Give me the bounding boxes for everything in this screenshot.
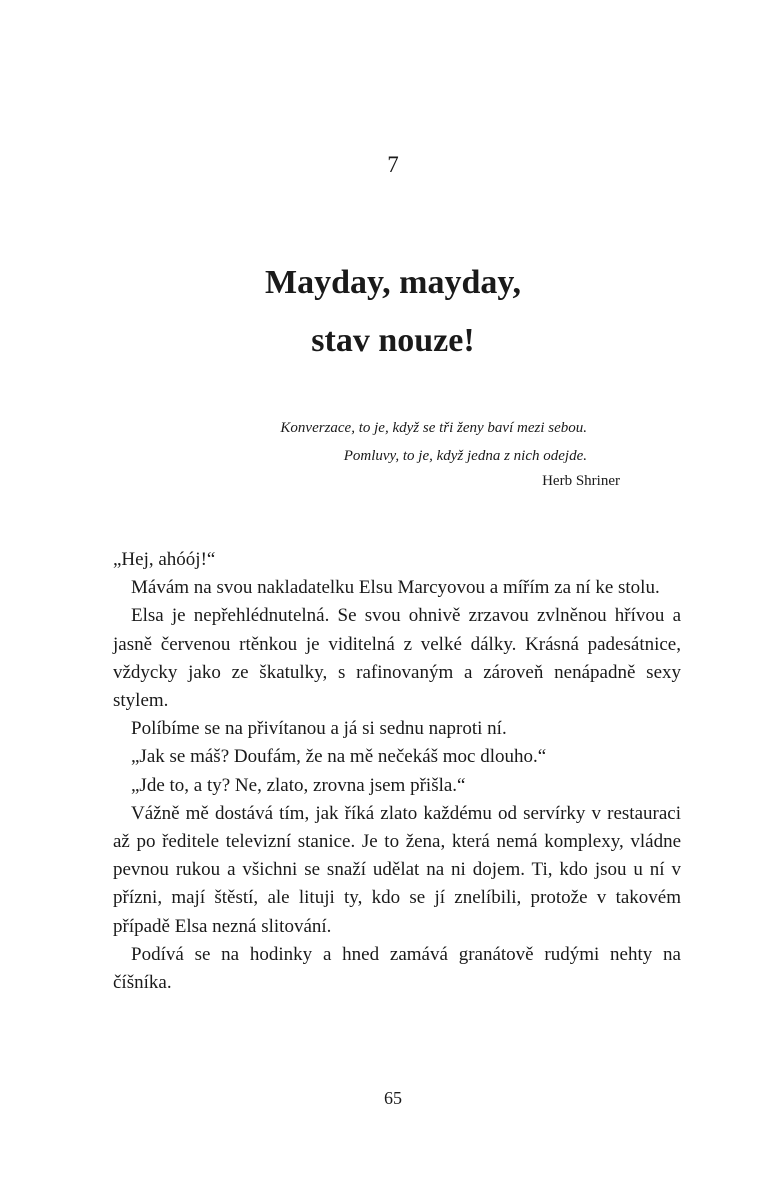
paragraph: Mávám na svou nakladatelku Elsu Marcyovou a mířím za ní ke stolu. [131, 577, 660, 599]
epigraph [100, 414, 587, 470]
paragraph: „Jde to, a ty? Ne, zlato, zrovna jsem přišla.“ [131, 774, 466, 796]
chapter-title-line-1: Mayday, mayday, [265, 264, 521, 301]
epigraph-author: Herb Shriner [542, 473, 620, 489]
paragraph: Elsa je nepřehlédnutelná. Se svou ohnivě zrzavou zvlněnou hřívou a jasně červenou rtěnkou je viditelná z velké dálky. Krásná padesátnice, vždycky jako ze škatulky, s rafinovaným a zároveň nenápadně sexy stylem. [113, 605, 681, 712]
epigraph-line-2: Pomluvy, to je, když jedna z nich odejde. [343, 448, 587, 464]
body-text [113, 546, 681, 997]
paragraph: „Jak se máš? Doufám, že na mě nečekáš moc dlouho.“ [131, 746, 547, 768]
page-number: 65 [384, 1088, 402, 1108]
paragraph: Podívá se na hodinky a hned zamává granátově rudými nehty na číšníka. [113, 943, 681, 994]
paragraph: Políbíme se na přivítanou a já si sednu naproti ní. [131, 718, 507, 740]
paragraph: „Hej, ahóój!“ [113, 549, 216, 570]
chapter-title [0, 254, 768, 370]
paragraph: Vážně mě dostává tím, jak říká zlato každému od servírky v restauraci až po ředitele televizní stanice. Je to žena, která nemá komplexy, vládne pevnou rukou a všichni se snaží udělat na ni dojem. Ti, kdo jsou u ní v přízni, mají štěstí, ale lituji ty, kdo se jí znelíbili, protože v takovém případě Elsa nezná slitování. [113, 802, 681, 937]
chapter-title-line-2: stav nouze! [311, 322, 475, 359]
epigraph-line-1: Konverzace, to je, když se tři ženy baví mezi sebou. [280, 420, 587, 436]
chapter-number: 7 [387, 152, 399, 177]
